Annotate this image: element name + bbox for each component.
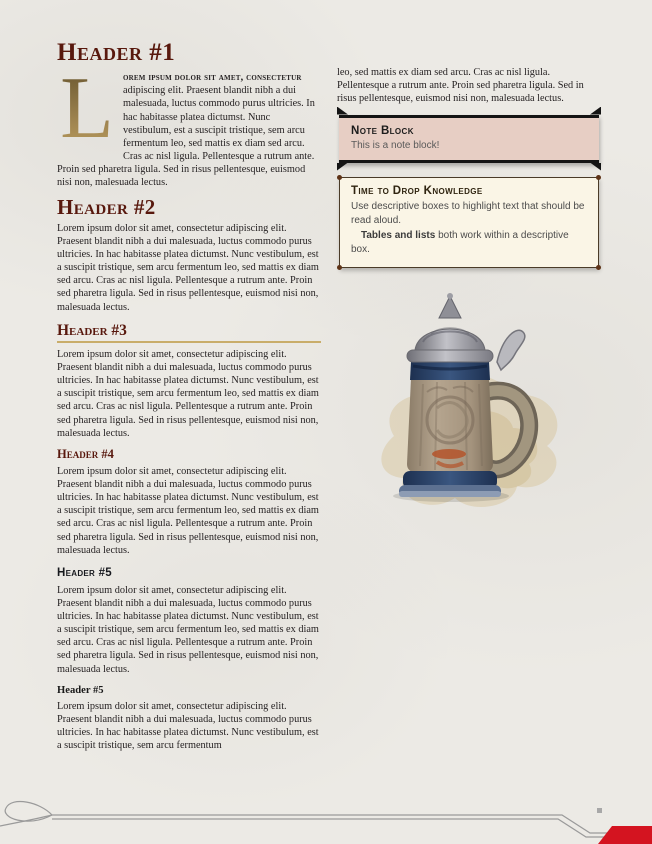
corner-dot (337, 175, 342, 180)
note-corner-wing (337, 163, 348, 171)
descriptive-box-line2 (351, 229, 587, 258)
paragraph: Lorem ipsum dolor sit amet, consectetur adipiscing elit. Praesent blandit nibh a dui malesuada, luctus commodo purus ultricies. In hac habitasse platea dictumst. Nunc vestibulum, est a suscipit tristique, sem arcu fermentum leo, sed mattis ex diam sed arcu. Cras ac nisl ligula. Pellentesque a rutrum ante. Proin sed pharetra ligula. Sed in risus pellentesque, euismod nisi non, malesuada lectus. (57, 348, 319, 439)
dropcap-paragraph (57, 60, 321, 190)
section-heading-6: Header #5 (57, 684, 104, 696)
descriptive-box (339, 177, 599, 268)
smallcaps-lead: orem ipsum dolor sit amet, consectetur (123, 72, 302, 83)
note-corner-wing (590, 163, 601, 171)
note-corner-wing (590, 107, 601, 115)
descriptive-box-line2-rest: both work within a descriptive box. (351, 229, 569, 256)
descriptive-box-title: Time to Drop Knowledge (351, 184, 483, 197)
corner-dot (596, 265, 601, 270)
left-column (57, 40, 321, 758)
corner-dot (337, 265, 342, 270)
column-overflow-paragraph: leo, sed mattis ex diam sed arcu. Cras ac nisl ligula. Pellentesque a rutrum ante. Proin sed pharetra ligula. Sed in risus pellentesque, euismod nisi non, malesuada lectus. (337, 67, 584, 105)
stein-image-container (337, 288, 601, 521)
note-block-body: This is a note block! (351, 139, 440, 151)
section-heading-3: Header #3 (57, 322, 321, 343)
descriptive-box-line1: Use descriptive boxes to highlight text that should be read aloud. (351, 200, 585, 227)
section-heading-4: Header #4 (57, 447, 114, 461)
section-heading-2: Header #2 (57, 194, 156, 219)
paragraph: Lorem ipsum dolor sit amet, consectetur adipiscing elit. Praesent blandit nibh a dui malesuada, luctus commodo purus ultricies. In hac habitasse platea dictumst. Nunc vestibulum, est a suscipit tristique, sem arcu fermentum leo, sed mattis ex diam sed arcu. Cras ac nisl ligula. Pellentesque a rutrum ante. Proin sed pharetra ligula. Sed in risus pellentesque, euismod nisi non, malesuada lectus. (57, 465, 319, 556)
paragraph: Lorem ipsum dolor sit amet, consectetur adipiscing elit. Praesent blandit nibh a dui malesuada, luctus commodo purus ultricies. In hac habitasse platea dictumst. Nunc vestibulum, est a suscipit tristique, sem arcu fermentum leo, sed mattis ex diam sed arcu. Cras ac nisl ligula. Pellentesque a rutrum ante. Proin sed pharetra ligula. Sed in risus pellentesque, euismod nisi non, malesuada lectus. (57, 222, 319, 313)
footer-flourish (0, 800, 652, 844)
note-block (339, 115, 599, 163)
right-column (337, 66, 601, 521)
paragraph-truncated: Lorem ipsum dolor sit amet, consectetur adipiscing elit. Praesent blandit nibh a dui malesuada, luctus commodo purus ultricies. In hac habitasse platea dictumst. Nunc vestibulum, est a suscipit tristique, sem arcu fermentum (57, 700, 319, 752)
corner-red-triangle (598, 826, 652, 844)
drop-cap-letter: L (57, 73, 117, 163)
paragraph: Lorem ipsum dolor sit amet, consectetur adipiscing elit. Praesent blandit nibh a dui malesuada, luctus commodo purus ultricies. In hac habitasse platea dictumst. Nunc vestibulum, est a suscipit tristique, sem arcu fermentum leo, sed mattis ex diam sed arcu. Cras ac nisl ligula. Pellentesque a rutrum ante. Proin sed pharetra ligula. Sed in risus pellentesque, euismod nisi non, malesuada lectus. (57, 584, 319, 675)
section-heading-5: Header #5 (57, 566, 112, 579)
descriptive-box-line2-bold: Tables and lists (361, 229, 436, 241)
note-block-title: Note Block (351, 124, 414, 137)
beer-stein-illustration (349, 288, 589, 516)
paragraph-text: adipiscing elit. Praesent blandit nibh a dui malesuada, luctus commodo purus ultricies. In hac habitasse platea dictumst. Nunc vestibulum, est a suscipit tristique, sem arcu fermentum leo, sed mattis ex diam sed arcu. Cras ac nisl ligula. Pellentesque a rutrum ante. Proin sed pharetra ligula. Sed in risus pellentesque, euismod nisi non, malesuada lectus. (57, 85, 315, 189)
note-corner-wing (337, 107, 348, 115)
footer-square-dot (597, 808, 602, 813)
corner-dot (596, 175, 601, 180)
page-title: Header #1 (57, 39, 176, 66)
